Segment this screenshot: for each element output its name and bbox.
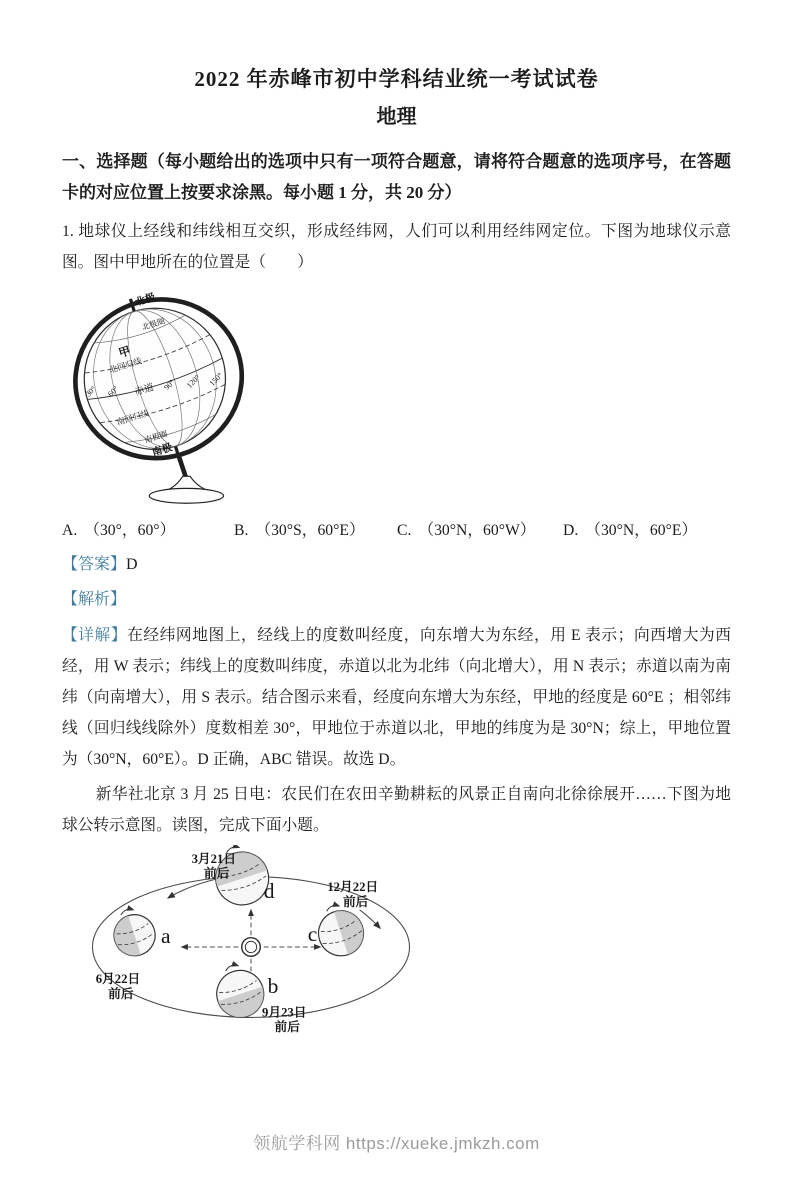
- globe-label-south-pole: 南极: [150, 442, 174, 459]
- date-september: 9月23日: [262, 1005, 307, 1020]
- subject-title: 地理: [376, 106, 417, 128]
- question-1-stem: 1. 地球仪上经线和纬线相互交织，形成经纬网，人们可以利用经纬网定位。下图为地球仪示意图。图中甲地所在的位置是（ ）: [62, 223, 731, 271]
- footer-watermark: 领航学科网 https://xueke.jmkzh.com: [253, 1134, 540, 1153]
- globe-label-antarctic-circle: 南极圈: [143, 429, 169, 445]
- globe-sphere: [62, 284, 247, 480]
- page-title: 2022 年赤峰市初中学科结业统一考试试卷: [194, 67, 599, 91]
- globe-meridian-120: 120°: [184, 372, 202, 390]
- earth-b-icon: [209, 959, 270, 1024]
- option-b: B. （30°S，60°E）: [234, 522, 365, 539]
- detail-text: 在经纬网地图上，经线上的度数叫经度，向东增大为东经，用 E 表示；向西增大为西经，用 W 表示；纬线上的度数叫纬度，赤道以北为北纬（向北增大），用 N 表示；赤道以南为南纬（向南增大），用 S 表示。结合图示来看，经度向东增大为东经，甲地的经度是 60°E ；相邻纬线（回归线线除外）度数相差 30°，甲地位于赤道以北，甲地的纬度为是 30°N；综上，甲地位置为（30°N，60°E）。D 正确，ABC 错误。故选 D。: [62, 627, 731, 768]
- answer-value: D: [126, 556, 138, 573]
- detail-tag: 【详解】: [62, 627, 128, 644]
- analysis-tag: 【解析】: [62, 591, 127, 608]
- question-1-options: [62, 520, 731, 541]
- globe-meridian-90: 90°: [162, 377, 177, 392]
- analysis-line: [62, 589, 731, 611]
- earth-orbit-illustration: [70, 845, 432, 1046]
- date-march: 3月21日: [191, 851, 237, 866]
- answer-tag: 【答案】: [62, 556, 127, 573]
- option-d: D. （30°N，60°E）: [563, 522, 698, 539]
- earth-a-icon: [107, 904, 161, 962]
- exam-page: [0, 64, 793, 1186]
- orbit-letter-d: d: [263, 879, 275, 904]
- section-heading: 一、选择题（每小题给出的选项中只有一项符合题意，请将符合题意的选项序号，在答题卡的对应位置上按要求涂黑。每小题 1 分，共 20 分）: [62, 152, 731, 202]
- svg-text:前后: 前后: [108, 986, 134, 1001]
- globe-meridian-60: 60°: [105, 384, 121, 399]
- svg-text:前后: 前后: [342, 894, 369, 909]
- orbit-figure: [70, 845, 432, 1046]
- option-c: C. （30°N，60°W）: [397, 522, 536, 539]
- globe-stand: [149, 457, 223, 503]
- svg-text:前后: 前后: [274, 1020, 300, 1035]
- orbit-letter-c: c: [307, 922, 318, 947]
- globe-meridian-150: 150°: [207, 370, 225, 388]
- orbit-letter-b: b: [267, 973, 279, 998]
- globe-label-equator: 赤道: [133, 381, 156, 399]
- globe-meridian-30: 30°: [83, 384, 98, 399]
- date-june: 6月22日: [95, 972, 141, 987]
- svg-text:前后: 前后: [204, 866, 230, 881]
- option-a: A. （30°，60°）: [62, 522, 176, 539]
- date-december: 12月22日: [327, 880, 379, 895]
- globe-label-north-pole: 北极: [134, 292, 157, 309]
- globe-figure: [62, 284, 257, 507]
- globe-label-tropic-capricorn: 南回归线: [115, 408, 151, 428]
- passage-2: 新华社北京 3 月 25 日电：农民们在农田辛勤耕耘的风景正自南向北徐徐展开……下图为地球公转示意图。读图，完成下面小题。: [62, 786, 731, 834]
- globe-illustration: [62, 284, 257, 507]
- globe-label-arctic-circle: 北极圈: [140, 316, 167, 332]
- orbit-letter-a: a: [160, 924, 171, 949]
- sun-icon: [242, 938, 261, 957]
- answer-line: [62, 554, 731, 576]
- detail-paragraph: [62, 620, 731, 775]
- globe-label-tropic-cancer: 北回归线: [108, 356, 143, 375]
- globe-label-jia: 甲: [117, 344, 133, 361]
